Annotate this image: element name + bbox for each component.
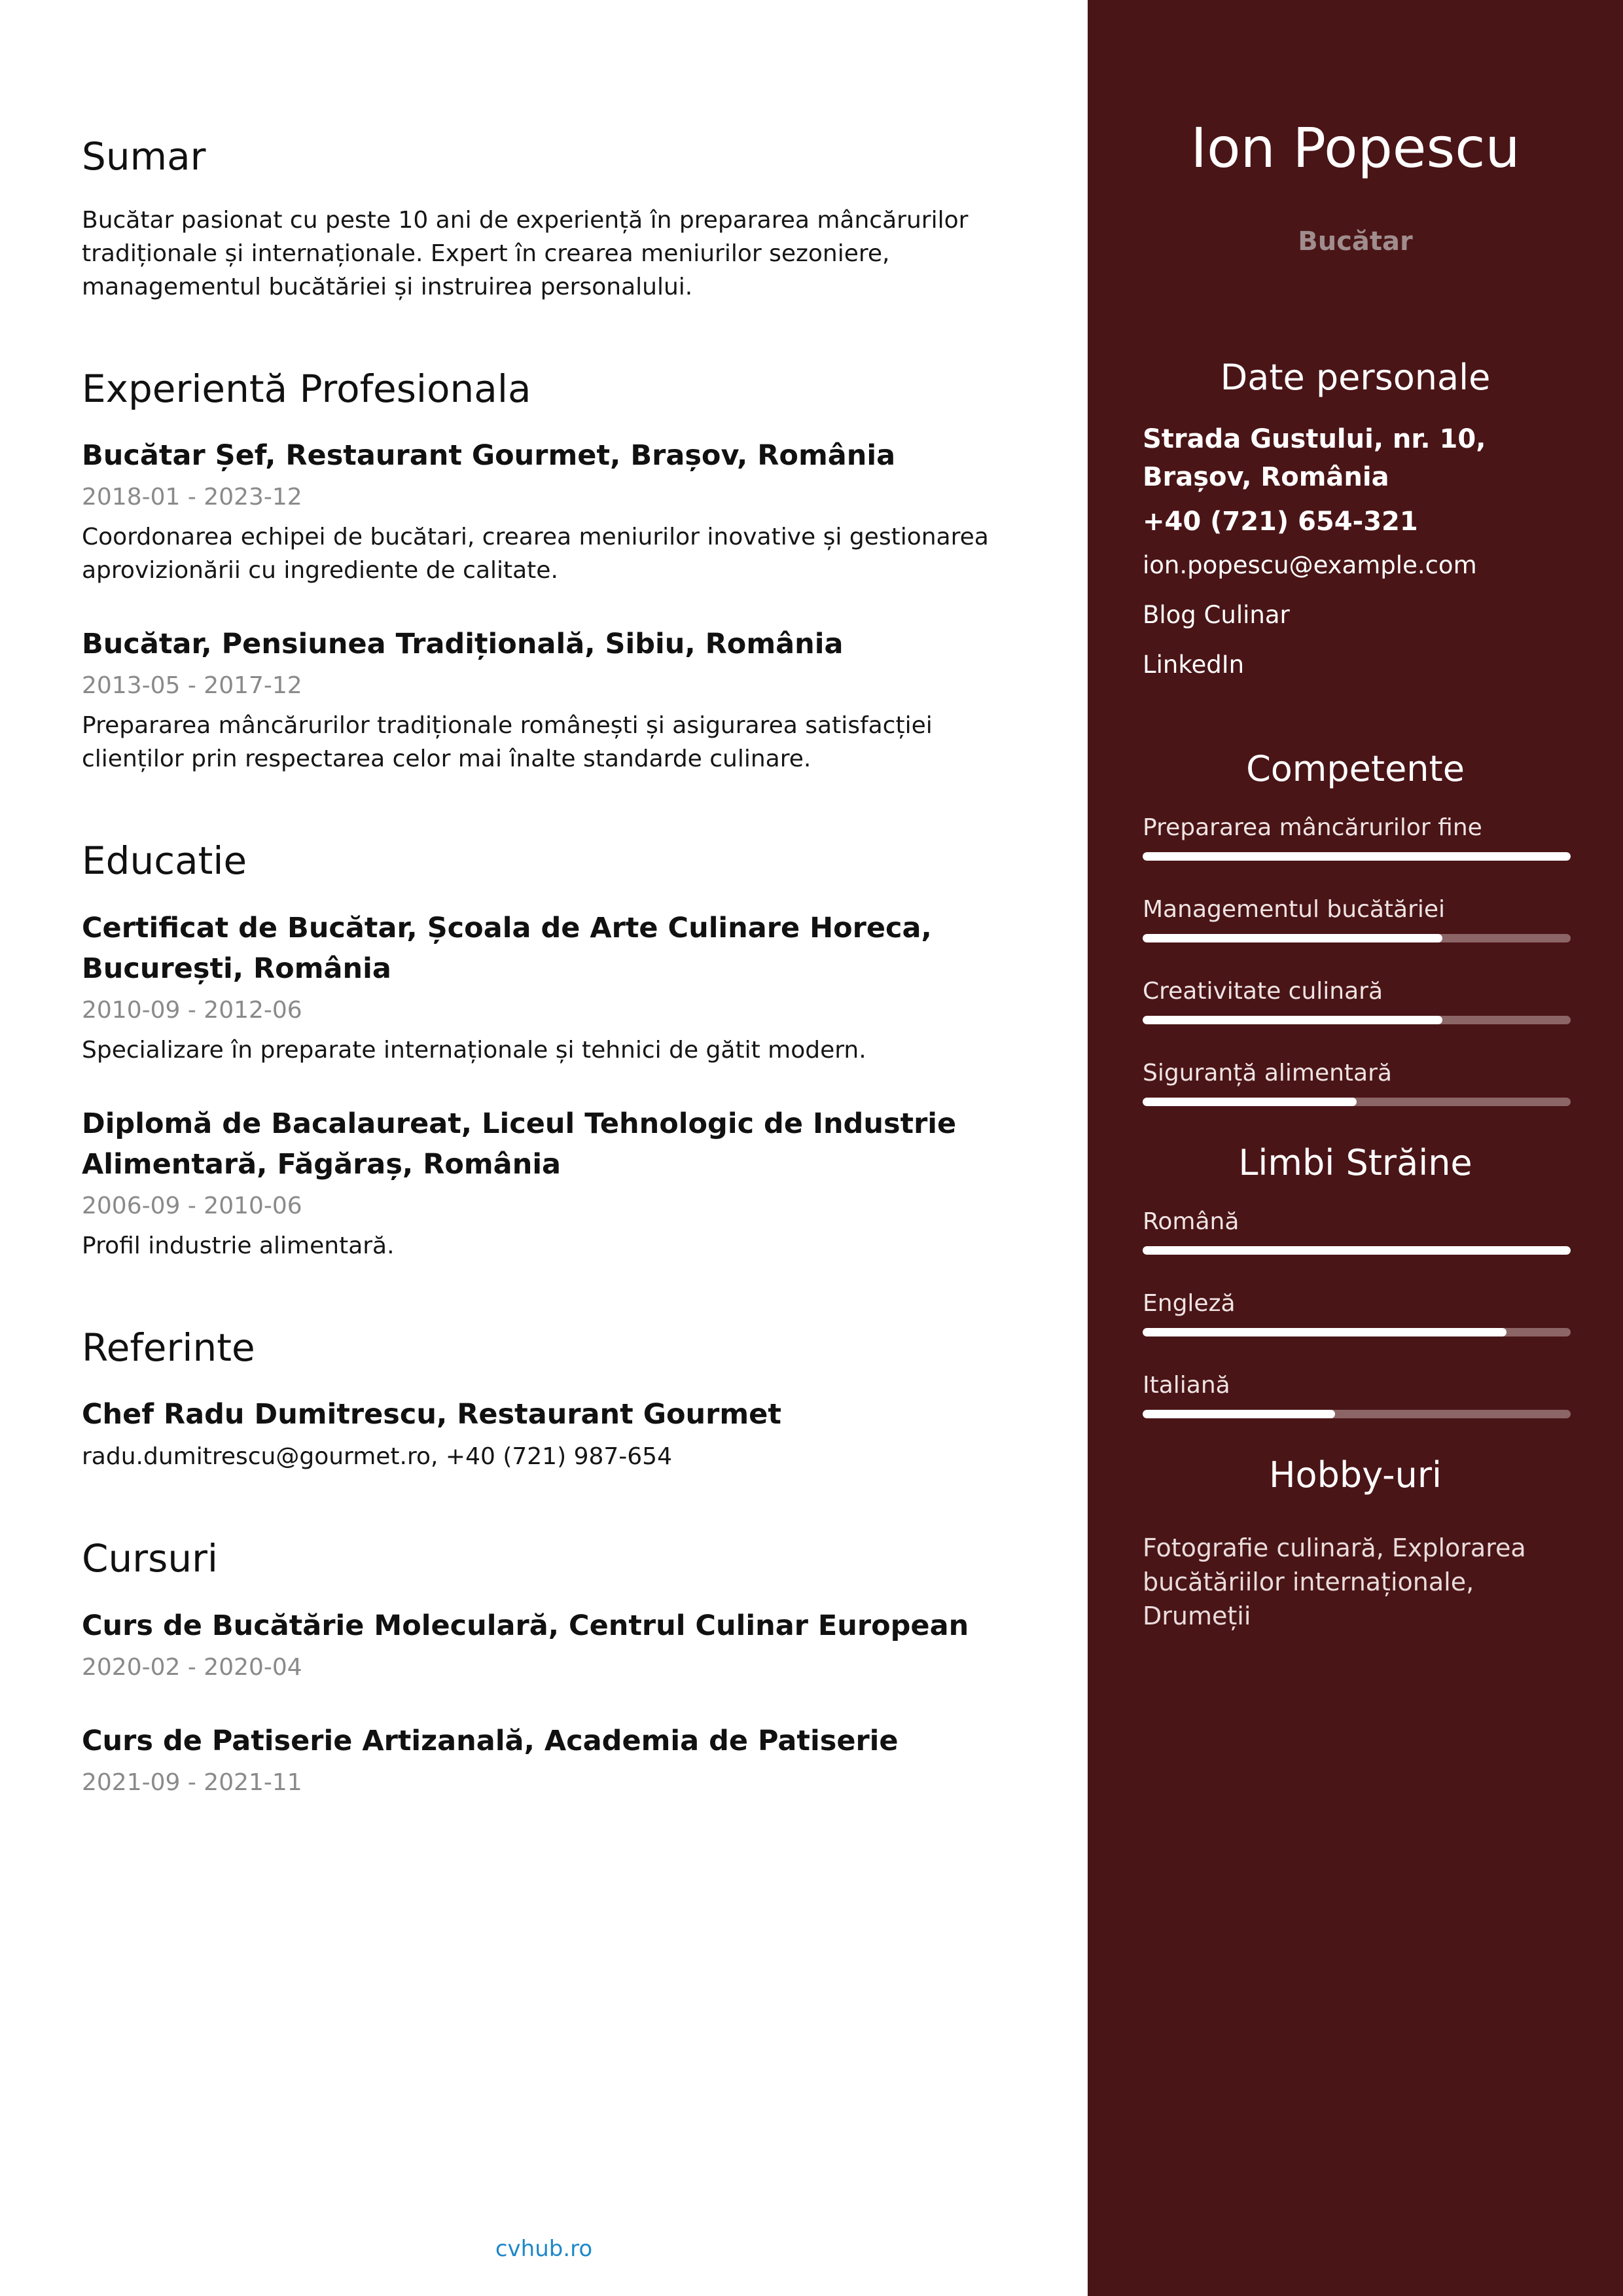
blog-link[interactable]: Blog Culinar xyxy=(1143,601,1290,629)
entry-title: Bucătar, Pensiunea Tradițională, Sibiu, România xyxy=(82,628,844,661)
email-link[interactable]: ion.popescu@example.com xyxy=(1143,551,1477,579)
education-section xyxy=(82,838,1010,1263)
linkedin-link[interactable]: LinkedIn xyxy=(1143,651,1245,679)
skills-title: Competente xyxy=(1246,748,1465,789)
course-entry xyxy=(82,1605,1010,1684)
language-level-bar xyxy=(1143,1328,1571,1336)
entry-description: Profil industrie alimentară. xyxy=(82,1232,395,1259)
education-entry xyxy=(82,908,1010,1067)
language-level-bar xyxy=(1143,1246,1571,1255)
entry-description: Specializare în preparate internaționale și tehnici de gătit modern. xyxy=(82,1036,866,1064)
experience-section xyxy=(82,367,1010,776)
skill-label: Prepararea mâncărurilor fine xyxy=(1143,814,1482,841)
languages-title: Limbi Străine xyxy=(1238,1142,1472,1183)
language-label: Italiană xyxy=(1143,1372,1230,1399)
summary-section xyxy=(82,134,1010,304)
entry-title: Curs de Patiserie Artizanală, Academia de Patiserie xyxy=(82,1724,899,1757)
language-item xyxy=(1143,1287,1568,1336)
languages-section xyxy=(1143,1140,1568,1418)
skill-level-fill xyxy=(1143,1016,1442,1024)
language-level-fill xyxy=(1143,1246,1571,1255)
skill-level-fill xyxy=(1143,1098,1357,1106)
references-title: Referinte xyxy=(82,1325,255,1370)
skill-item xyxy=(1143,1057,1568,1106)
skills-list xyxy=(1143,812,1568,1106)
language-level-bar xyxy=(1143,1410,1571,1418)
skill-item xyxy=(1143,893,1568,942)
entry-title: Bucătar Șef, Restaurant Gourmet, Brașov, România xyxy=(82,439,896,473)
skill-item xyxy=(1143,812,1568,861)
language-label: Română xyxy=(1143,1208,1240,1235)
skill-level-bar xyxy=(1143,1098,1571,1106)
language-label: Engleză xyxy=(1143,1290,1236,1317)
phone: +40 (721) 654-321 xyxy=(1143,507,1418,537)
language-item xyxy=(1143,1206,1568,1255)
summary-title: Sumar xyxy=(82,134,206,179)
skill-level-bar xyxy=(1143,1016,1571,1024)
courses-section xyxy=(82,1536,1010,1799)
skill-item xyxy=(1143,975,1568,1024)
entry-date: 2018-01 - 2023-12 xyxy=(82,484,302,511)
sidebar xyxy=(1088,0,1623,2296)
languages-list xyxy=(1143,1206,1568,1418)
entry-date: 2021-09 - 2021-11 xyxy=(82,1768,302,1796)
entry-title: Certificat de Bucătar, Școala de Arte Culinare Horeca, București, România xyxy=(82,911,932,985)
skill-label: Creativitate culinară xyxy=(1143,978,1383,1005)
entry-description: Coordonarea echipei de bucătari, crearea meniurilor inovative și gestionarea aprovizionării cu ingrediente de calitate. xyxy=(82,524,989,584)
entry-date: 2020-02 - 2020-04 xyxy=(82,1653,302,1681)
entry-title: Chef Radu Dumitrescu, Restaurant Gourmet xyxy=(82,1398,781,1431)
skill-label: Managementul bucătăriei xyxy=(1143,896,1446,923)
references-section xyxy=(82,1325,1010,1474)
course-entry xyxy=(82,1721,1010,1799)
entry-description: Prepararea mâncărurilor tradiționale românești și asigurarea satisfacției clienților prin respectarea celor mai înalte standarde culinare. xyxy=(82,712,933,773)
reference-contact: radu.dumitrescu@gourmet.ro, +40 (721) 987-654 xyxy=(82,1443,672,1471)
skill-level-fill xyxy=(1143,852,1571,861)
personal-data-section xyxy=(1143,355,1568,683)
language-level-fill xyxy=(1143,1328,1507,1336)
entry-date: 2010-09 - 2012-06 xyxy=(82,996,302,1024)
experience-entry xyxy=(82,624,1010,776)
entry-title: Diplomă de Bacalaureat, Liceul Tehnologic de Industrie Alimentară, Făgăraș, România xyxy=(82,1107,957,1181)
skill-level-fill xyxy=(1143,934,1442,942)
experience-entry xyxy=(82,435,1010,587)
hobbies-text: Fotografie culinară, Explorarea bucătăriilor internaționale, Drumeții xyxy=(1143,1534,1526,1630)
language-item xyxy=(1143,1369,1568,1418)
experience-title: Experientă Profesionala xyxy=(82,366,531,411)
language-level-fill xyxy=(1143,1410,1335,1418)
education-entry xyxy=(82,1103,1010,1263)
skills-section xyxy=(1143,746,1568,1106)
courses-title: Cursuri xyxy=(82,1536,219,1581)
education-title: Educatie xyxy=(82,838,247,884)
personal-data-title: Date personale xyxy=(1220,357,1491,398)
hobbies-section xyxy=(1143,1452,1568,1633)
entry-date: 2006-09 - 2010-06 xyxy=(82,1192,302,1219)
reference-entry xyxy=(82,1394,1010,1473)
skill-level-bar xyxy=(1143,934,1571,942)
summary-text: Bucătar pasionat cu peste 10 ani de experiență în prepararea mâncărurilor tradiționale și internaționale. Expert în crearea meniurilor sezoniere, managementul bucătăriei și instruirea personalului. xyxy=(82,206,969,300)
skill-level-bar xyxy=(1143,852,1571,861)
hobbies-title: Hobby-uri xyxy=(1268,1454,1442,1496)
entry-date: 2013-05 - 2017-12 xyxy=(82,672,302,700)
skill-label: Siguranță alimentară xyxy=(1143,1060,1392,1086)
entry-title: Curs de Bucătărie Moleculară, Centrul Culinar European xyxy=(82,1609,969,1642)
address: Strada Gustului, nr. 10, Brașov, România xyxy=(1143,424,1486,492)
footer-link[interactable]: cvhub.ro xyxy=(495,2236,593,2262)
person-name: Ion Popescu xyxy=(1190,116,1520,180)
job-title: Bucătar xyxy=(1298,226,1413,257)
